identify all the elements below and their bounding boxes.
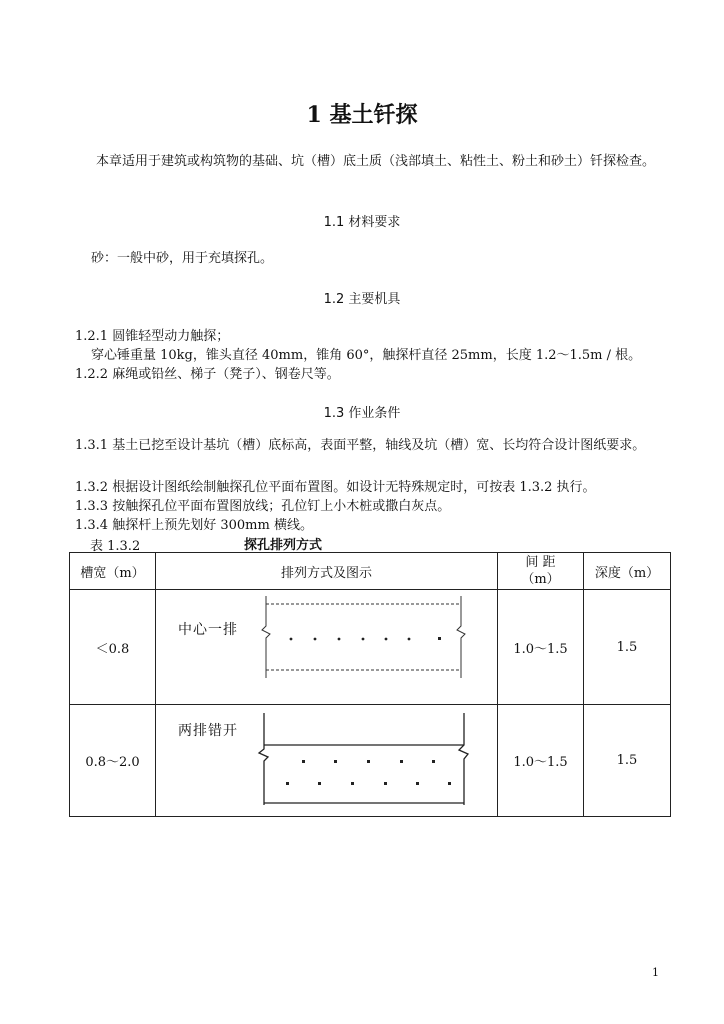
header-depth: 深度（m） [584, 553, 671, 590]
header-spacing-line1: 间 距 [525, 555, 556, 570]
item-1-3-4: 1.3.4 触探杆上预先划好 300mm 横线。 [75, 518, 313, 533]
table-header-row [70, 553, 671, 590]
intro-paragraph: 本章适用于建筑或构筑物的基础、坑（槽）底土质（浅部填土、粘性土、粉土和砂土）钎探检查。 [96, 154, 656, 169]
cell-depth: 1.5 [584, 705, 671, 817]
item-1-3-3: 1.3.3 按触探孔位平面布置图放线；孔位钉上小木桩或撒白灰点。 [75, 499, 451, 514]
section-heading-1-3: 1.3 作业条件 [323, 406, 401, 421]
item-1-2-1-detail: 穿心锤重量 10kg，锥头直径 40mm，锥角 60°，触探杆直径 25mm，长度 1.2～1.5m / 根。 [91, 348, 642, 363]
item-1-2-1: 1.2.1 圆锥轻型动力触探； [75, 329, 230, 344]
section-1-1-text: 砂：一般中砂，用于充填探孔。 [91, 251, 274, 266]
cell-layout-figure [156, 590, 498, 705]
cell-layout-figure [156, 705, 498, 817]
table-title: 探孔排列方式 [244, 538, 323, 553]
cell-spacing: 1.0～1.5 [498, 705, 584, 817]
table-label: 表 1.3.2 [90, 539, 141, 554]
item-1-2-2: 1.2.2 麻绳或铅丝、梯子（凳子）、钢卷尺等。 [75, 367, 340, 382]
table-row [70, 705, 671, 817]
page-number: 1 [652, 966, 659, 979]
section-heading-1-2: 1.2 主要机具 [323, 292, 401, 307]
cell-spacing: 1.0～1.5 [498, 590, 584, 705]
item-1-3-1: 1.3.1 基土已挖至设计基坑（槽）底标高，表面平整，轴线及坑（槽）宽、长均符合设计图纸要求。 [75, 438, 646, 453]
page-title: 1 基土钎探 [306, 102, 418, 128]
staggered-rows-diagram [156, 705, 498, 817]
header-spacing [498, 553, 584, 590]
cell-width: 0.8～2.0 [70, 705, 156, 817]
header-width: 槽宽（m） [70, 553, 156, 590]
header-layout: 排列方式及图示 [156, 553, 498, 590]
table-row [70, 590, 671, 705]
cell-width: ＜0.8 [70, 590, 156, 705]
single-row-diagram [156, 590, 498, 705]
item-1-3-2: 1.3.2 根据设计图纸绘制触探孔位平面布置图。如设计无特殊规定时，可按表 1.3.2 执行。 [75, 480, 596, 495]
header-spacing-line2: （m） [521, 572, 560, 587]
layout-label: 中心一排 [178, 622, 238, 638]
cell-depth: 1.5 [584, 590, 671, 705]
section-heading-1-1: 1.1 材料要求 [323, 215, 401, 230]
probe-layout-table [69, 552, 671, 817]
layout-label: 两排错开 [178, 723, 238, 739]
